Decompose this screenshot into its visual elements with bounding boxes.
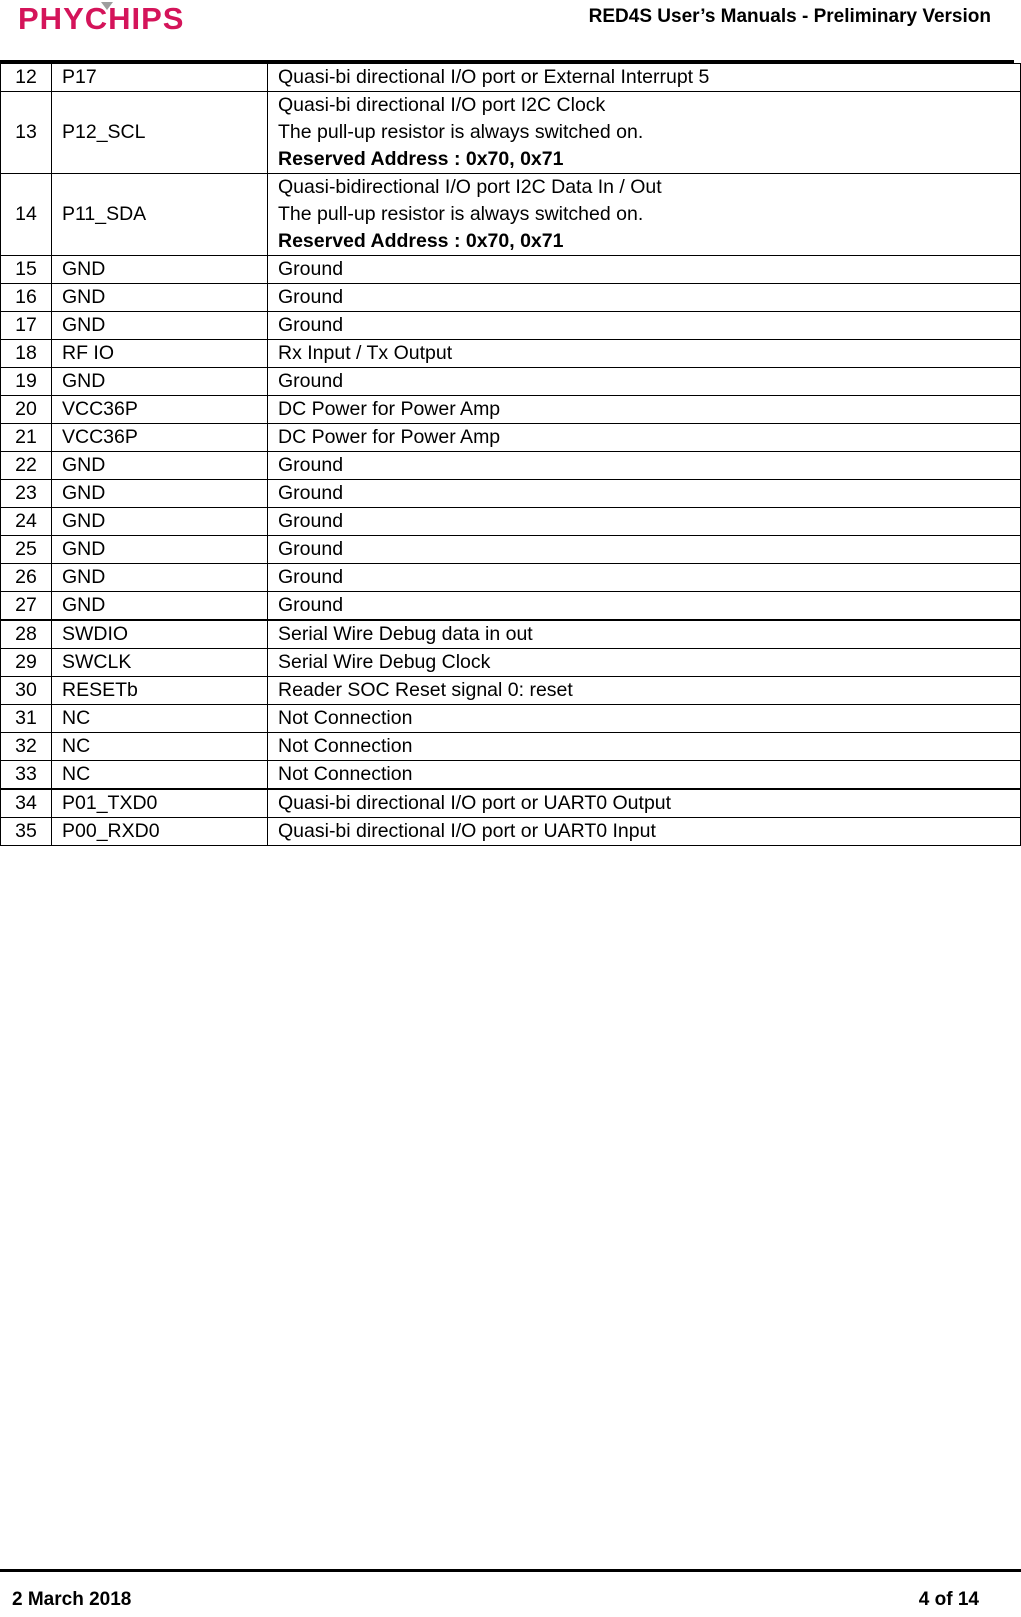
pin-description	[268, 396, 1021, 424]
pin-description	[268, 92, 1021, 174]
pin-name: GND	[52, 564, 268, 592]
description-line: Ground	[278, 286, 344, 308]
pin-description	[268, 508, 1021, 536]
pin-number: 18	[1, 340, 52, 368]
pin-name: GND	[52, 536, 268, 564]
description-line: Ground	[278, 594, 344, 616]
table-row	[1, 340, 1021, 368]
pin-name: GND	[52, 452, 268, 480]
description-line: Ground	[278, 538, 344, 560]
pin-number: 19	[1, 368, 52, 396]
pin-number: 33	[1, 761, 52, 790]
pin-name: SWCLK	[52, 649, 268, 677]
pin-description	[268, 452, 1021, 480]
document-title: RED4S User’s Manuals - Preliminary Version	[588, 6, 991, 27]
pin-number: 27	[1, 592, 52, 621]
description-line: Ground	[278, 370, 344, 392]
description-line: Not Connection	[278, 763, 413, 785]
reserved-address-note: Reserved Address : 0x70, 0x71	[278, 230, 564, 252]
table-row	[1, 592, 1021, 621]
pin-name: VCC36P	[52, 396, 268, 424]
pin-name: GND	[52, 368, 268, 396]
pin-name: NC	[52, 761, 268, 790]
pin-description	[268, 256, 1021, 284]
pin-description	[268, 677, 1021, 705]
description-line: Ground	[278, 314, 344, 336]
pin-name: NC	[52, 733, 268, 761]
pin-number: 23	[1, 480, 52, 508]
pin-number: 17	[1, 312, 52, 340]
description-line: DC Power for Power Amp	[278, 398, 501, 420]
description-line: Not Connection	[278, 707, 413, 729]
table-row	[1, 368, 1021, 396]
pin-description	[268, 705, 1021, 733]
pin-number: 30	[1, 677, 52, 705]
pin-description	[268, 284, 1021, 312]
table-row	[1, 705, 1021, 733]
pin-number: 26	[1, 564, 52, 592]
pin-description	[268, 620, 1021, 649]
pin-description	[268, 368, 1021, 396]
table-row	[1, 480, 1021, 508]
footer-date: 2 March 2018	[12, 1589, 132, 1610]
pin-name: RF IO	[52, 340, 268, 368]
pin-name: GND	[52, 480, 268, 508]
table-row	[1, 256, 1021, 284]
pin-number: 12	[1, 64, 52, 92]
description-line: Quasi-bi directional I/O port I2C Clock	[278, 94, 606, 116]
pin-number: 22	[1, 452, 52, 480]
table-row	[1, 92, 1021, 174]
pin-name: VCC36P	[52, 424, 268, 452]
pin-table-body	[1, 64, 1021, 846]
pin-description	[268, 174, 1021, 256]
pin-name: GND	[52, 256, 268, 284]
description-line: Reader SOC Reset signal 0: reset	[278, 679, 573, 701]
pin-description	[268, 536, 1021, 564]
pin-description	[268, 64, 1021, 92]
description-line: Ground	[278, 482, 344, 504]
table-row	[1, 677, 1021, 705]
page-header	[0, 0, 1021, 60]
pin-number: 25	[1, 536, 52, 564]
table-row	[1, 733, 1021, 761]
description-line: Ground	[278, 454, 344, 476]
description-line: Quasi-bidirectional I/O port I2C Data In / Out	[278, 176, 662, 198]
table-row	[1, 396, 1021, 424]
pin-number: 16	[1, 284, 52, 312]
pin-description	[268, 733, 1021, 761]
pin-number: 13	[1, 92, 52, 174]
pin-name: P00_RXD0	[52, 818, 268, 846]
description-line: Quasi-bi directional I/O port or UART0 Output	[278, 792, 672, 814]
pin-name: P01_TXD0	[52, 789, 268, 818]
description-line: Ground	[278, 566, 344, 588]
pin-description	[268, 818, 1021, 846]
pin-description	[268, 480, 1021, 508]
table-row	[1, 620, 1021, 649]
pin-description	[268, 649, 1021, 677]
footer-divider	[0, 1569, 1021, 1572]
table-row	[1, 789, 1021, 818]
description-line: Rx Input / Tx Output	[278, 342, 453, 364]
pin-name: GND	[52, 312, 268, 340]
pin-description	[268, 312, 1021, 340]
description-line: Quasi-bi directional I/O port or External Interrupt 5	[278, 66, 710, 88]
pin-number: 15	[1, 256, 52, 284]
table-row	[1, 536, 1021, 564]
pin-number: 34	[1, 789, 52, 818]
pin-name: P17	[52, 64, 268, 92]
table-row	[1, 174, 1021, 256]
description-line: Not Connection	[278, 735, 413, 757]
pin-description	[268, 789, 1021, 818]
description-line: Ground	[278, 258, 344, 280]
table-row	[1, 284, 1021, 312]
pin-name: P11_SDA	[52, 174, 268, 256]
pin-description	[268, 424, 1021, 452]
description-line: Quasi-bi directional I/O port or UART0 Input	[278, 820, 656, 842]
description-line: DC Power for Power Amp	[278, 426, 501, 448]
table-row	[1, 564, 1021, 592]
pin-number: 21	[1, 424, 52, 452]
pin-description	[268, 564, 1021, 592]
pin-table	[0, 63, 1021, 846]
table-row	[1, 452, 1021, 480]
pin-name: P12_SCL	[52, 92, 268, 174]
description-line: The pull-up resistor is always switched on.	[278, 203, 644, 225]
pin-number: 35	[1, 818, 52, 846]
pin-name: NC	[52, 705, 268, 733]
pin-number: 29	[1, 649, 52, 677]
description-line: Serial Wire Debug data in out	[278, 623, 533, 645]
pin-number: 32	[1, 733, 52, 761]
table-row	[1, 312, 1021, 340]
pin-description	[268, 340, 1021, 368]
footer-page-number: 4 of 14	[918, 1589, 979, 1610]
pin-description	[268, 761, 1021, 790]
pin-number: 24	[1, 508, 52, 536]
table-row	[1, 424, 1021, 452]
description-line: The pull-up resistor is always switched on.	[278, 121, 644, 143]
pin-name: RESETb	[52, 677, 268, 705]
pin-number: 20	[1, 396, 52, 424]
table-row	[1, 818, 1021, 846]
table-row	[1, 649, 1021, 677]
description-line: Ground	[278, 510, 344, 532]
pin-name: GND	[52, 592, 268, 621]
phychips-logo	[16, 0, 256, 34]
pin-number: 14	[1, 174, 52, 256]
reserved-address-note: Reserved Address : 0x70, 0x71	[278, 148, 564, 170]
pin-description	[268, 592, 1021, 621]
table-row	[1, 64, 1021, 92]
pin-name: GND	[52, 284, 268, 312]
table-row	[1, 508, 1021, 536]
pin-name: GND	[52, 508, 268, 536]
logo-text: PHYCHIPS	[18, 1, 185, 34]
table-row	[1, 761, 1021, 790]
description-line: Serial Wire Debug Clock	[278, 651, 491, 673]
pin-number: 31	[1, 705, 52, 733]
pin-name: SWDIO	[52, 620, 268, 649]
pin-number: 28	[1, 620, 52, 649]
